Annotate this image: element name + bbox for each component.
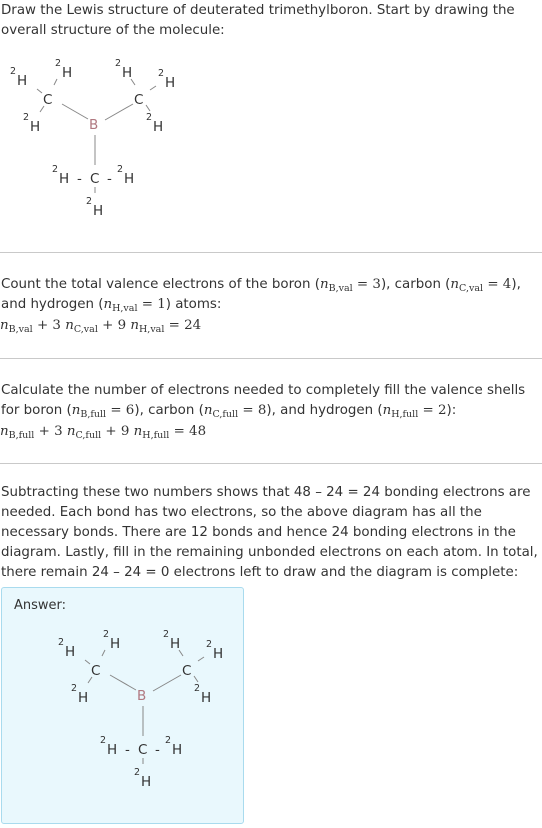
bond-c1-h-top	[102, 650, 105, 656]
hydrogen-atom: H	[124, 171, 135, 187]
section-divider	[0, 358, 542, 359]
hydrogen-atom: H	[172, 742, 183, 758]
isotope-label: 2	[194, 683, 201, 694]
isotope-label: 2	[23, 112, 30, 123]
hydrogen-atom: H	[17, 73, 28, 89]
hydrogen-atom: H	[107, 742, 118, 758]
answer-molecule-diagram	[2, 588, 243, 823]
bond-c2-h-bottom	[194, 676, 198, 682]
bond-c2-b	[153, 675, 181, 691]
bond-dash: -	[155, 742, 160, 758]
atom-labels	[58, 629, 223, 790]
hydrogen-atom: H	[30, 119, 41, 135]
hydrogen-atom: H	[122, 65, 133, 81]
hydrogen-atom: H	[153, 119, 164, 135]
hydrogen-atom: H	[59, 171, 70, 187]
bond-dash: -	[107, 171, 112, 187]
atom-labels	[10, 58, 175, 219]
hydrogen-atom: H	[93, 203, 104, 219]
hydrogen-atom: H	[201, 690, 212, 706]
isotope-label: 2	[134, 767, 141, 778]
boron-atom: B	[89, 117, 99, 133]
isotope-label: 2	[146, 112, 153, 123]
isotope-label: 2	[117, 164, 124, 175]
isotope-label: 2	[55, 58, 62, 69]
intro-text: Draw the Lewis structure of deuterated trimethylboron. Start by drawing the overall structure of the molecule:	[1, 3, 515, 38]
bond-c1-b	[110, 675, 136, 690]
molecule-structure-diagram	[0, 55, 200, 223]
boron-atom: B	[137, 688, 147, 704]
isotope-label: 2	[58, 637, 65, 648]
answer-box	[1, 587, 244, 824]
bond-c2-b	[105, 104, 133, 120]
hydrogen-atom: H	[170, 636, 181, 652]
carbon-atom: C	[138, 742, 148, 758]
valence-count-text: Count the total valence electrons of the boron $(n_{B,val} = 3)$, carbon $(n_{C,val} = 4)$, and hydrogen $(n_{H,val} = 1)$ atoms:	[1, 277, 521, 314]
isotope-label: 2	[165, 735, 172, 746]
bond-c2-h-bottom	[146, 105, 150, 111]
isotope-label: 2	[100, 735, 107, 746]
bond-c2-h-right	[150, 86, 156, 90]
hydrogen-atom: H	[110, 636, 121, 652]
isotope-label: 2	[10, 66, 17, 77]
bond-dash: -	[125, 742, 130, 758]
carbon-atom: C	[91, 663, 101, 679]
section-divider	[0, 463, 542, 464]
bond-c1-h-left	[85, 660, 90, 664]
bond-c1-b	[62, 104, 88, 119]
answer-label: Answer:	[14, 598, 67, 613]
bond-dash: -	[77, 171, 82, 187]
bond-c1-h-top	[54, 79, 57, 85]
full-shell-equation: $n_{B,full} + 3$ $n_{C,full} + 9$ $n_{H,full} = 48$	[0, 424, 207, 441]
hydrogen-atom: H	[213, 646, 224, 662]
hydrogen-atom: H	[141, 774, 152, 790]
hydrogen-atom: H	[65, 644, 76, 660]
isotope-label: 2	[206, 639, 213, 650]
isotope-label: 2	[163, 629, 170, 640]
carbon-atom: C	[134, 92, 144, 108]
carbon-atom: C	[182, 663, 192, 679]
isotope-label: 2	[52, 164, 59, 175]
hydrogen-atom: H	[62, 65, 73, 81]
bond-c1-h-left	[37, 89, 42, 93]
hydrogen-atom: H	[165, 75, 176, 91]
hydrogen-atom: H	[78, 690, 89, 706]
isotope-label: 2	[115, 58, 122, 69]
section-divider	[0, 252, 542, 253]
full-shell-text: Calculate the number of electrons needed to completely fill the valence shells for boron $(n_{B,full} = 6)$, carbon $(n_{C,full} = 8)$, and hydrogen $(n_{H,full} = 2)$:	[1, 383, 526, 420]
isotope-label: 2	[86, 196, 93, 207]
carbon-atom: C	[90, 171, 100, 187]
valence-equation: $n_{B,val} + 3$ $n_{C,val} + 9$ $n_{H,val} = 24$	[0, 318, 202, 335]
bond-c2-h-right	[198, 657, 204, 661]
carbon-atom: C	[43, 92, 53, 108]
isotope-label: 2	[103, 629, 110, 640]
isotope-label: 2	[158, 68, 165, 79]
bonding-electrons-text: Subtracting these two numbers shows that 48 – 24 = 24 bonding electrons are needed. Each bond has two electrons, so the above diagram has all the necessary bonds. There are 12 bonds and hence 24 bonding electrons in the diagram. Lastly, fill in the remaining unbonded electrons on each atom. In total, there remain 24 – 24 = 0 electrons left to draw and the diagram is complete:	[1, 485, 538, 580]
isotope-label: 2	[71, 683, 78, 694]
